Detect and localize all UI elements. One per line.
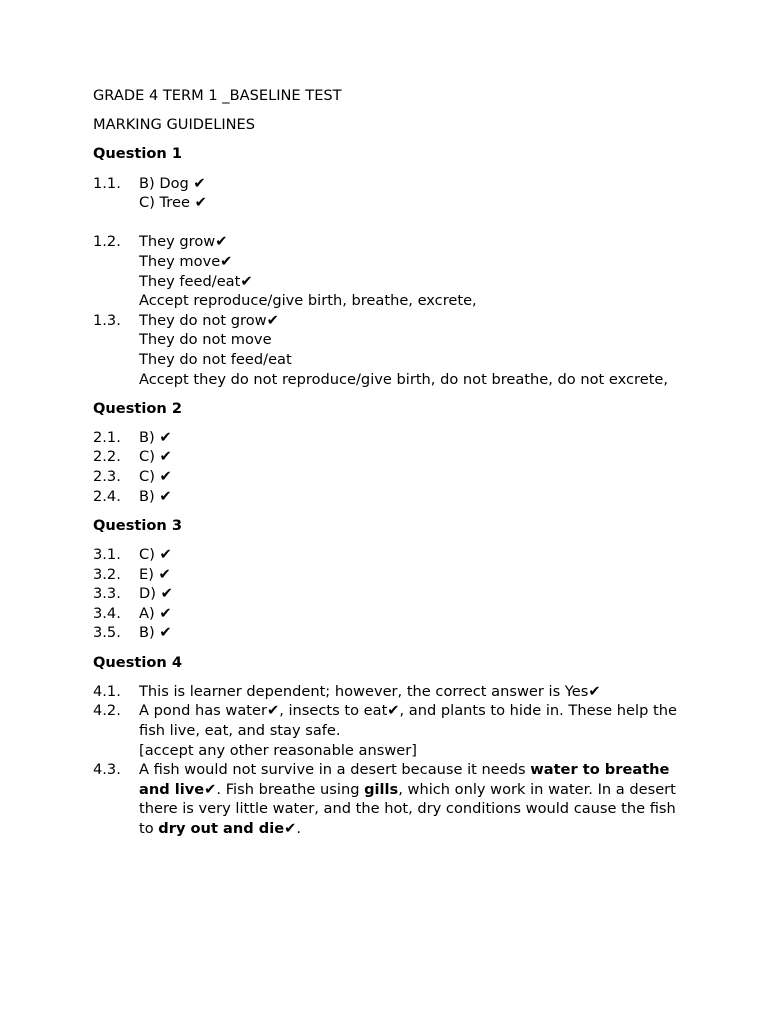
- answer-4-2: [93, 701, 693, 760]
- answer-text-part: A fish would not survive in a desert because it needs: [139, 761, 531, 779]
- answer-line: A pond has water✔, insects to eat✔, and plants to hide in. These help the fish live, eat, and stay safe.: [139, 702, 677, 739]
- question-3-heading: Question 3: [93, 516, 183, 534]
- answer-text: A) ✔: [139, 604, 172, 622]
- answer-text: C) ✔: [139, 448, 172, 466]
- answer-emphasis: water to breathe and live✔: [139, 761, 670, 798]
- answer-text: This is learner dependent; however, the correct answer is Yes✔: [139, 682, 601, 700]
- answer-number: 2.4.: [93, 487, 121, 505]
- answer-2-3: [93, 467, 693, 487]
- answer-text-part: . Fish breathe using: [216, 780, 365, 798]
- answer-3-2: [93, 565, 693, 585]
- answer-text: E) ✔: [139, 565, 171, 583]
- answer-emphasis: gills: [364, 780, 399, 798]
- marking-guidelines: [93, 86, 693, 839]
- answer-emphasis: dry out and die✔: [158, 819, 297, 837]
- answer-1-3: [93, 311, 693, 389]
- question-3-answers: [93, 545, 693, 643]
- answer-number: 1.1.: [93, 174, 121, 192]
- answer-2-2: [93, 447, 693, 467]
- answer-number: 2.2.: [93, 448, 121, 466]
- answer-line: Accept they do not reproduce/give birth, do not breathe, do not excrete,: [139, 370, 669, 388]
- answer-line: [accept any other reasonable answer]: [139, 741, 417, 759]
- answer-text: [139, 701, 693, 760]
- question-4-heading: Question 4: [93, 653, 183, 671]
- answer-number: 1.3.: [93, 311, 121, 329]
- answer-number: 2.1.: [93, 428, 121, 446]
- answer-number: 3.3.: [93, 585, 121, 603]
- answer-text: [139, 311, 693, 389]
- answer-number: 3.2.: [93, 565, 121, 583]
- answer-number: 3.5.: [93, 624, 121, 642]
- answer-text: B) ✔: [139, 428, 172, 446]
- answer-line: They do not grow✔: [139, 311, 279, 329]
- answer-number: 4.3.: [93, 761, 121, 779]
- answer-2-4: [93, 487, 693, 507]
- answer-text: [139, 232, 693, 310]
- answer-4-1: [93, 682, 693, 702]
- answer-3-4: [93, 604, 693, 624]
- answer-3-3: [93, 584, 693, 604]
- answer-number: 3.1.: [93, 546, 121, 564]
- answer-text: C) ✔: [139, 546, 172, 564]
- answer-text: B) ✔: [139, 487, 172, 505]
- answer-text-part: .: [296, 819, 301, 837]
- answer-text: C) ✔: [139, 468, 172, 486]
- question-1-heading: Question 1: [93, 145, 183, 163]
- answer-line: They move✔: [139, 252, 233, 270]
- answer-3-1: [93, 545, 693, 565]
- answer-number: 4.1.: [93, 682, 121, 700]
- answer-line: They do not move: [139, 331, 272, 349]
- answer-line: B) Dog ✔: [139, 174, 206, 192]
- question-2-heading: Question 2: [93, 399, 183, 417]
- answer-line: They feed/eat✔: [139, 272, 253, 290]
- document-subtitle: MARKING GUIDELINES: [93, 116, 256, 134]
- answer-text: [139, 760, 693, 838]
- answer-number: 3.4.: [93, 604, 121, 622]
- answer-2-1: [93, 428, 693, 448]
- answer-line: C) Tree ✔: [139, 194, 207, 212]
- answer-1-1: [93, 174, 693, 213]
- answer-line: Accept reproduce/give birth, breathe, excrete,: [139, 292, 477, 310]
- question-2-answers: [93, 428, 693, 506]
- answer-line: They grow✔: [139, 233, 228, 251]
- answer-3-5: [93, 623, 693, 643]
- answer-line: They do not feed/eat: [139, 350, 292, 368]
- answer-text: [139, 174, 693, 213]
- answer-number: 2.3.: [93, 468, 121, 486]
- answer-text: D) ✔: [139, 585, 173, 603]
- answer-1-2: [93, 232, 693, 310]
- answer-text: B) ✔: [139, 624, 172, 642]
- answer-number: 1.2.: [93, 233, 121, 251]
- answer-4-3: [93, 760, 693, 838]
- answer-text-part: , which only work in water. In a desert there is very little water, and the hot, dry conditions would cause the fish to: [139, 780, 676, 837]
- document-title: GRADE 4 TERM 1 _BASELINE TEST: [93, 87, 342, 104]
- answer-number: 4.2.: [93, 702, 121, 720]
